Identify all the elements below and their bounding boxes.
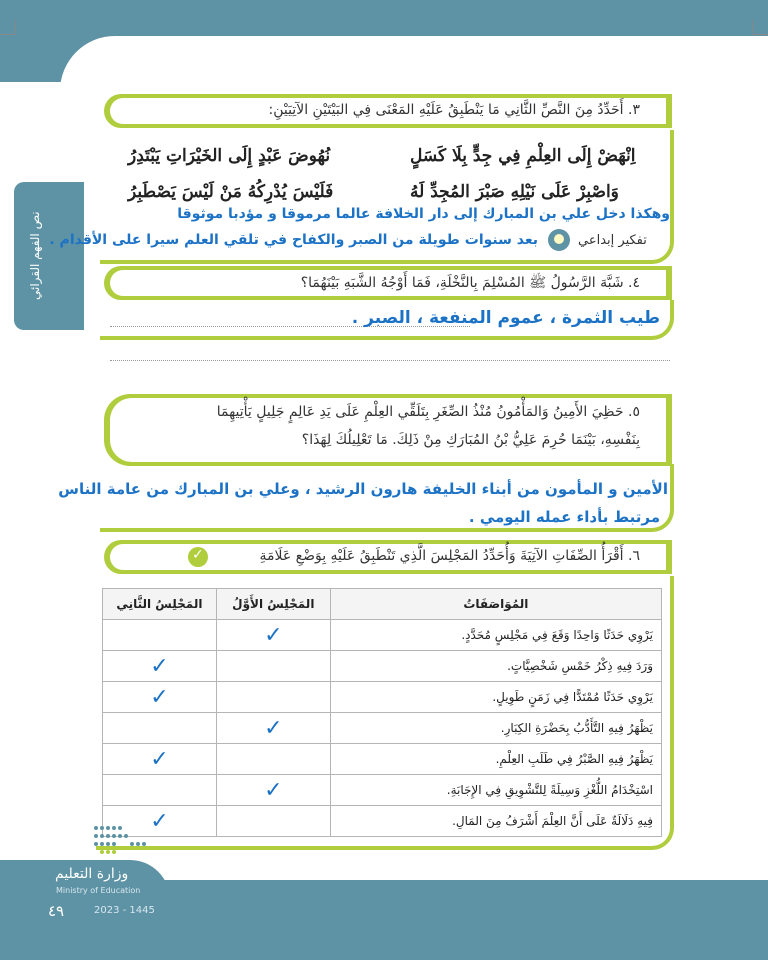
header-first-session: المَجْلِسُ الأَوَّلُ <box>216 589 330 620</box>
q4-title: ٤. شَبَّهَ الرَّسُولُ ﷺ المُسْلِمَ بِالنَّخْلَةِ، فَمَا أَوْجُهُ الشَّبَهِ بَيْنَهُمَا؟ <box>300 275 640 291</box>
table-header-row <box>103 589 662 620</box>
spec-text: يَرْوِي حَدَثًا وَاحِدًا وَقَعَ فِي مَجْلِسٍ مُحَدَّدٍ. <box>330 620 661 651</box>
table-row <box>103 682 662 713</box>
second-session-cell[interactable] <box>103 713 217 744</box>
q3-title: ٣. أَحَدِّدُ مِنَ النَّصِّ الثَّانِي مَا يَنْطَبِقُ عَلَيْهِ المَعْنَى فِي البَيْتَيْنِ الآتِيَيْنِ: <box>268 102 640 118</box>
section-side-label: نص الفهم القرائي <box>28 211 42 301</box>
q6-title: ٦. أَقْرَأُ الصِّفَاتِ الآتِيَةَ وَأُحَدِّدُ المَجْلِسَ الَّذِي تَنْطَبِقُ عَلَيْهِ بِوَضْعِ عَلَامَةِ <box>259 548 640 564</box>
spec-text: يَظْهَرُ فِيهِ الصَّبْرُ فِي طَلَبِ العِلْمِ. <box>330 744 661 775</box>
verse2-right: وَاصْبِرْ عَلَى نَيْلِهِ صَبْرَ المُجِدِّ لَهُ <box>410 182 619 202</box>
edition-year: 2023 - 1445 <box>94 905 155 916</box>
table-row <box>103 744 662 775</box>
first-session-cell[interactable] <box>216 744 330 775</box>
spec-text: اسْتِخْدَامُ اللُّغْزِ وَسِيلَةً لِلتَّشْوِيقِ فِي الإِجَابَةِ. <box>330 775 661 806</box>
verse2-left: فَلَيْسَ يُدْرِكُهُ مَنْ لَيْسَ يَصْطَبِرُ <box>128 182 334 202</box>
ministry-logo-icon <box>92 822 152 862</box>
q5-answer-line1: الأمين و المأمون من أبناء الخليفة هارون الرشيد ، وعلي بن المبارك من عامة الناس <box>58 480 668 498</box>
first-session-cell[interactable] <box>216 806 330 837</box>
answer-line <box>110 360 670 361</box>
second-session-cell[interactable]: ✓ <box>103 682 217 713</box>
q5-line2: بِنَفْسِهِ، بَيْنَمَا حُرِمَ عَلِيُّ بْنُ المُبَارَكِ مِنْ ذَلِكَ. مَا تَعْلِيلُكَ لِهَذَا؟ <box>301 432 640 448</box>
page-number: ٤٩ <box>48 902 65 920</box>
first-session-cell[interactable] <box>216 682 330 713</box>
checkmark-glyph: ✓ <box>192 547 204 563</box>
q5-line1: ٥. حَظِيَ الأَمِينُ وَالمَأْمُونُ مُنْذُ الصِّغَرِ بِتَلَقِّي العِلْمِ عَلَى يَدِ عَالِمٍ جَلِيلٍ يَأْتِيهِمَا <box>216 404 640 420</box>
table-row <box>103 620 662 651</box>
header-specs: المُوَاصَفَاتُ <box>330 589 661 620</box>
spec-text: وَرَدَ فِيهِ ذِكْرُ خَمْسِ شَخْصِيَّاتٍ. <box>330 651 661 682</box>
spec-text: فِيهِ دَلَالَةٌ عَلَى أَنَّ العِلْمَ أَشْرَفُ مِنَ المَالِ. <box>330 806 661 837</box>
verse1-left: نُهُوضَ عَبْدٍ إِلَى الخَيْرَاتِ يَبْتَدِرُ <box>128 146 331 166</box>
crop-mark <box>753 20 768 35</box>
creative-thinking-label: تفكير إبداعي <box>578 233 647 248</box>
second-session-cell[interactable]: ✓ <box>103 744 217 775</box>
lightbulb-icon <box>548 229 570 251</box>
specs-table <box>102 588 662 837</box>
spec-text: يَظْهَرُ فِيهِ التَّأَدُّبُ بِحَضْرَةِ الكِبَارِ. <box>330 713 661 744</box>
q5-answer-line2: مرتبط بأداء عمله اليومي . <box>468 508 660 526</box>
table-row <box>103 775 662 806</box>
first-session-cell[interactable]: ✓ <box>216 713 330 744</box>
table-row <box>103 713 662 744</box>
spec-text: يَرْوِي حَدَثًا مُمْتَدًّا فِي زَمَنٍ طَوِيلٍ. <box>330 682 661 713</box>
table-row <box>103 806 662 837</box>
second-session-cell[interactable]: ✓ <box>103 806 217 837</box>
header-second-session: المَجْلِسُ الثَّانِي <box>103 589 217 620</box>
first-session-cell[interactable]: ✓ <box>216 775 330 806</box>
second-session-cell[interactable] <box>103 775 217 806</box>
q4-answer: طيب الثمرة ، عموم المنفعة ، الصبر . <box>351 308 660 328</box>
first-session-cell[interactable]: ✓ <box>216 620 330 651</box>
q3-answer-line2: بعد سنوات طويلة من الصبر والكفاح في تلقي العلم سيرا على الأقدام . <box>49 232 538 248</box>
second-session-cell[interactable]: ✓ <box>103 651 217 682</box>
ministry-name: وزارة التعليم <box>55 866 129 882</box>
second-session-cell[interactable] <box>103 620 217 651</box>
crop-mark <box>0 20 15 35</box>
first-session-cell[interactable] <box>216 651 330 682</box>
q3-answer-line1: وهكذا دخل علي بن المبارك إلى دار الخلافة عالما مرموقا و مؤدبا موثوقا <box>177 206 670 222</box>
ministry-name-en: Ministry of Education <box>56 886 141 895</box>
table-row <box>103 651 662 682</box>
verse1-right: اِنْهَضْ إِلَى العِلْمِ فِي جِدٍّ بِلَا كَسَلٍ <box>410 146 636 166</box>
